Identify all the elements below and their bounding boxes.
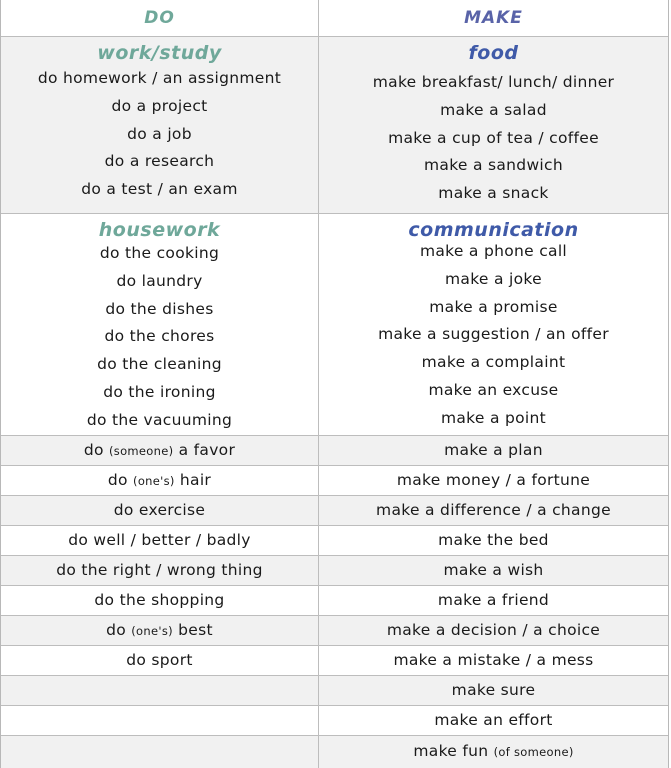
do-phrase — [68, 527, 251, 555]
category-communication: communication — [408, 219, 579, 241]
make-phrase — [438, 587, 549, 615]
list-item: make a joke — [445, 269, 542, 288]
make-phrase — [376, 497, 611, 525]
phrase-text: make an effort — [434, 710, 553, 729]
phrase-note: (someone) — [109, 443, 174, 458]
make-phrase — [387, 617, 600, 645]
do-cell — [1, 466, 319, 495]
make-cell — [319, 646, 668, 675]
group-row-work-food — [1, 36, 668, 213]
list-item: make a cup of tea / coffee — [388, 128, 599, 147]
header-do-cell — [1, 0, 319, 36]
list-item: make a phone call — [419, 242, 568, 260]
make-phrase — [438, 527, 549, 555]
table-row — [1, 705, 668, 735]
list-item: do the ironing — [103, 382, 216, 401]
make-cell — [319, 496, 668, 525]
table-row — [1, 525, 668, 555]
category-food: food — [468, 42, 519, 64]
table-row — [1, 495, 668, 525]
do-cell — [1, 436, 319, 465]
phrase-text: make money / a fortune — [396, 470, 591, 489]
list-item: make a suggestion / an offer — [378, 325, 609, 344]
phrase-text: make a plan — [444, 440, 543, 459]
make-phrase — [443, 557, 543, 585]
make-cell — [319, 556, 668, 585]
do-phrase — [94, 587, 224, 615]
do-cell — [1, 556, 319, 585]
list-item: make a snack — [438, 184, 549, 203]
phrase-text: make sure — [451, 680, 536, 699]
list-item: make a complaint — [421, 353, 566, 372]
table-row — [1, 585, 668, 615]
make-cell — [319, 586, 668, 615]
list-item: do the cleaning — [97, 355, 222, 374]
phrase-text: make a difference / a change — [376, 500, 611, 519]
table-row — [1, 645, 668, 675]
header-row — [1, 0, 668, 36]
list-item: do the vacuuming — [86, 410, 233, 429]
make-cell — [319, 466, 668, 495]
list-item: do a job — [127, 124, 192, 143]
make-phrase — [413, 738, 573, 766]
do-cell — [1, 616, 319, 645]
do-cell — [1, 526, 319, 555]
phrase-text: do sport — [126, 650, 193, 669]
group-make-cell — [319, 37, 668, 213]
group-row-housework-communication — [1, 213, 668, 435]
do-cell — [1, 496, 319, 525]
phrase-text: do the right / wrong thing — [56, 560, 263, 579]
phrase-text: do well / better / badly — [68, 530, 251, 549]
phrase-text: hair — [174, 470, 212, 489]
list-item: make a sandwich — [424, 156, 563, 175]
do-cell — [1, 736, 319, 768]
group-do-cell — [1, 214, 319, 435]
do-phrase — [108, 467, 211, 495]
list-item: do homework / an assignment — [37, 69, 282, 87]
list-item: do the chores — [104, 327, 215, 346]
phrase-text: a favor — [173, 440, 236, 459]
list-item: make a point — [440, 408, 547, 427]
list-item: do the dishes — [105, 299, 214, 318]
make-phrase — [397, 467, 590, 495]
phrase-text: best — [172, 620, 213, 639]
list-item: make a salad — [440, 100, 547, 119]
table-row — [1, 735, 668, 768]
phrase-text: do the shopping — [94, 590, 225, 609]
phrase-text: make a wish — [443, 560, 544, 579]
make-cell — [319, 616, 668, 645]
phrase-text: do — [83, 440, 109, 459]
make-cell — [319, 676, 668, 705]
do-cell — [1, 706, 319, 735]
list-item: do the cooking — [99, 244, 220, 262]
do-phrase — [106, 617, 213, 645]
phrase-text: make a decision / a choice — [386, 620, 601, 639]
make-cell — [319, 526, 668, 555]
make-phrase — [452, 677, 536, 705]
category-work-study: work/study — [97, 42, 222, 64]
do-phrase — [56, 557, 263, 585]
do-cell — [1, 646, 319, 675]
list-item: do a project — [111, 96, 208, 115]
phrase-note: (one's) — [131, 623, 173, 638]
do-phrase — [114, 497, 206, 525]
list-item: make breakfast/ lunch/ dinner — [372, 73, 615, 91]
make-phrase — [393, 647, 593, 675]
phrase-text: make a mistake / a mess — [393, 650, 594, 669]
make-phrase — [434, 707, 552, 735]
phrase-text: do exercise — [113, 500, 206, 519]
make-cell — [319, 736, 668, 768]
list-item: make an excuse — [428, 380, 559, 399]
list-item: make a promise — [429, 297, 558, 316]
make-cell — [319, 436, 668, 465]
table-row — [1, 615, 668, 645]
header-make: MAKE — [464, 8, 523, 28]
category-housework: housework — [98, 219, 221, 241]
phrase-note: (one's) — [133, 473, 175, 488]
group-do-cell — [1, 37, 319, 213]
do-cell — [1, 676, 319, 705]
list-item: do a test / an exam — [81, 180, 238, 199]
group-make-cell — [319, 214, 668, 435]
phrase-text: make the bed — [438, 530, 549, 549]
phrase-text: do — [106, 620, 132, 639]
list-item: do a research — [104, 152, 215, 171]
table-row — [1, 465, 668, 495]
phrase-text: make fun — [413, 742, 494, 761]
header-make-cell — [319, 0, 668, 36]
table-row — [1, 675, 668, 705]
list-item: do laundry — [116, 271, 203, 290]
do-phrase — [84, 437, 235, 465]
phrase-text: do — [107, 470, 134, 489]
phrase-text: make a friend — [437, 590, 550, 609]
do-cell — [1, 586, 319, 615]
table-row — [1, 435, 668, 465]
make-phrase — [444, 437, 543, 465]
phrase-note: (of someone) — [493, 745, 574, 760]
table-row — [1, 555, 668, 585]
do-phrase — [126, 647, 193, 675]
header-do: DO — [144, 8, 175, 28]
make-cell — [319, 706, 668, 735]
